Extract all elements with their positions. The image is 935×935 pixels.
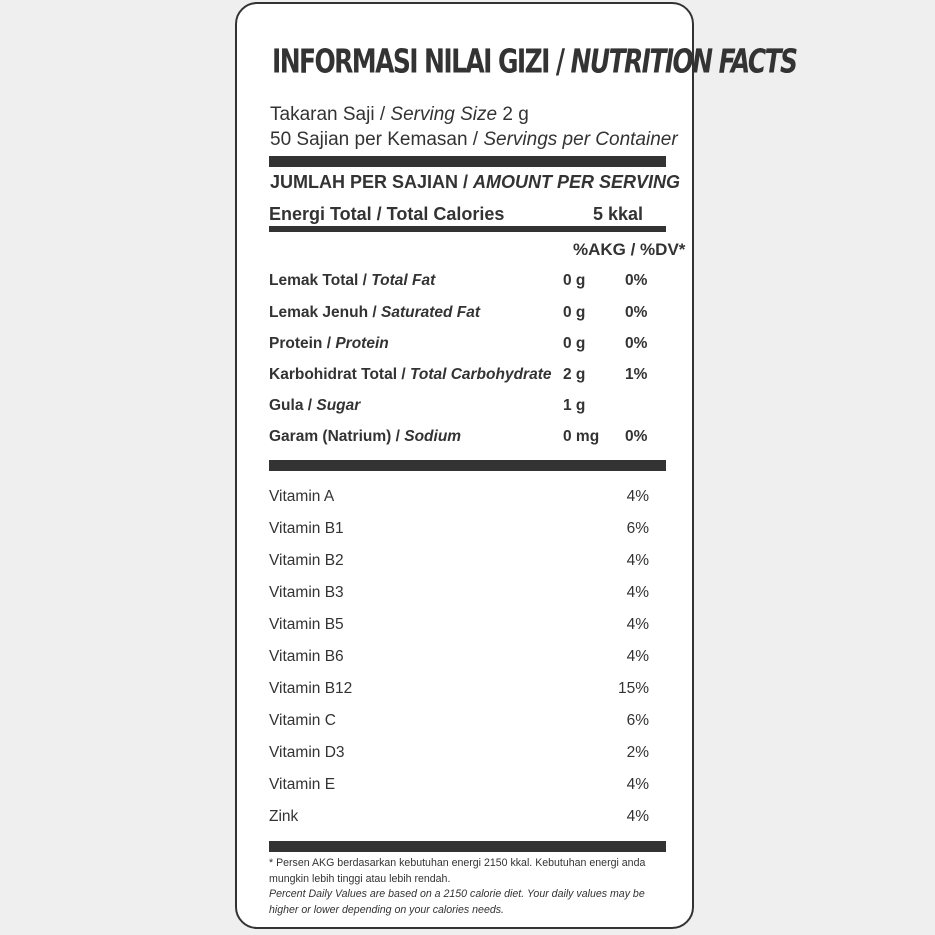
vitamin-name: Vitamin B1 [269,520,344,537]
servings-per-container-en: Servings per Container [483,129,678,150]
serving-size-value: 2 g [497,104,529,125]
vitamin-dv: 4% [626,648,649,665]
nutrient-name [269,366,551,384]
vitamin-name: Vitamin B12 [269,680,353,697]
serving-size [270,104,529,126]
nutrient-name [269,272,435,290]
nutrient-amount: 0 g [563,335,586,352]
footnote [269,856,669,918]
nutrient-name-id: Gula / [269,397,317,414]
vitamin-row [269,584,649,606]
vitamin-row [269,808,649,830]
vitamin-dv: 4% [626,616,649,633]
nutrient-dv: 0% [625,428,648,445]
nutrient-amount: 0 g [563,272,586,289]
vitamin-dv: 4% [626,808,649,825]
vitamin-row [269,520,649,542]
servings-per-container-id: 50 Sajian per Kemasan / [270,129,484,150]
vitamin-name: Vitamin C [269,712,336,729]
serving-size-en: Serving Size [390,104,498,125]
vitamin-row [269,744,649,766]
nutrient-dv: 0% [625,304,648,321]
nutrient-name-en: Protein [335,335,389,352]
nutrient-amount: 2 g [563,366,586,383]
vitamin-row [269,776,649,798]
amount-per-serving-en: AMOUNT PER SERVING [473,172,681,192]
nutrient-name-en: Total Fat [371,272,436,289]
title-en: NUTRITION FACTS [570,42,797,81]
nutrient-dv: 0% [625,335,648,352]
nutrient-amount: 0 g [563,304,586,321]
nutrient-name [269,304,480,322]
nutrient-dv: 0% [625,272,648,289]
vitamin-name: Vitamin E [269,776,336,793]
nutrient-row [269,397,669,419]
vitamin-dv: 4% [626,488,649,505]
thick-divider-top [269,156,666,167]
vitamin-name: Vitamin D3 [269,744,345,761]
vitamin-dv: 15% [617,680,649,697]
nutrition-label [235,2,797,929]
vitamin-name: Vitamin B2 [269,552,344,569]
vitamin-row [269,552,649,574]
nutrient-name-en: Total Carbohydrate [409,366,552,383]
nutrient-name-en: Sugar [316,397,361,414]
vitamin-name: Zink [269,808,299,825]
nutrient-name-id: Karbohidrat Total / [269,366,410,383]
nutrient-name [269,428,461,446]
thick-divider-middle [269,460,666,471]
nutrient-row [269,428,669,450]
vitamin-name: Vitamin B6 [269,648,344,665]
nutrient-row [269,335,669,357]
title-id: INFORMASI NILAI GIZI / [272,42,571,81]
nutrient-amount: 0 mg [563,428,600,445]
nutrient-name-id: Protein / [269,335,336,352]
nutrient-name-en: Saturated Fat [380,304,481,321]
amount-per-serving [270,172,680,193]
nutrient-name [269,335,389,353]
nutrient-name-id: Lemak Total / [269,272,372,289]
nutrient-name-id: Garam (Natrium) / [269,428,405,445]
vitamin-name: Vitamin B3 [269,584,344,601]
thick-divider-bottom [269,841,666,852]
footnote-en: Percent Daily Values are based on a 2150 calorie diet. Your daily values may be higher or lower depending on your calories needs. [269,888,645,916]
vitamin-name: Vitamin A [269,488,335,505]
vitamin-dv: 6% [626,520,649,537]
vitamin-dv: 4% [626,552,649,569]
nutrient-name-id: Lemak Jenuh / [269,304,381,321]
footnote-id: * Persen AKG berdasarkan kebutuhan energi 2150 kkal. Kebutuhan energi anda mungkin lebih tinggi atau lebih rendah. [269,857,646,885]
nutrient-amount: 1 g [563,397,586,414]
vitamin-dv: 2% [626,744,649,761]
vitamin-row [269,712,649,734]
amount-per-serving-id: JUMLAH PER SAJIAN / [270,172,474,192]
serving-size-id: Takaran Saji / [270,104,391,125]
vitamin-row [269,680,649,702]
nutrient-name [269,397,360,415]
nutrient-row [269,366,669,388]
vitamin-dv: 6% [626,712,649,729]
energy-divider [269,226,666,232]
vitamin-row [269,616,649,638]
vitamin-row [269,648,649,670]
nutrient-row [269,272,669,294]
vitamin-name: Vitamin B5 [269,616,344,633]
dv-header: %AKG / %DV* [573,240,686,259]
vitamin-dv: 4% [626,776,649,793]
servings-per-container [270,129,678,151]
vitamin-row [269,488,649,510]
energy-value: 5 kkal [593,204,644,224]
energy-label: Energi Total / Total Calories [269,204,505,224]
nutrient-dv: 1% [625,366,648,383]
label-title [272,42,796,80]
nutrient-row [269,304,669,326]
vitamin-dv: 4% [626,584,649,601]
nutrient-name-en: Sodium [404,428,462,445]
